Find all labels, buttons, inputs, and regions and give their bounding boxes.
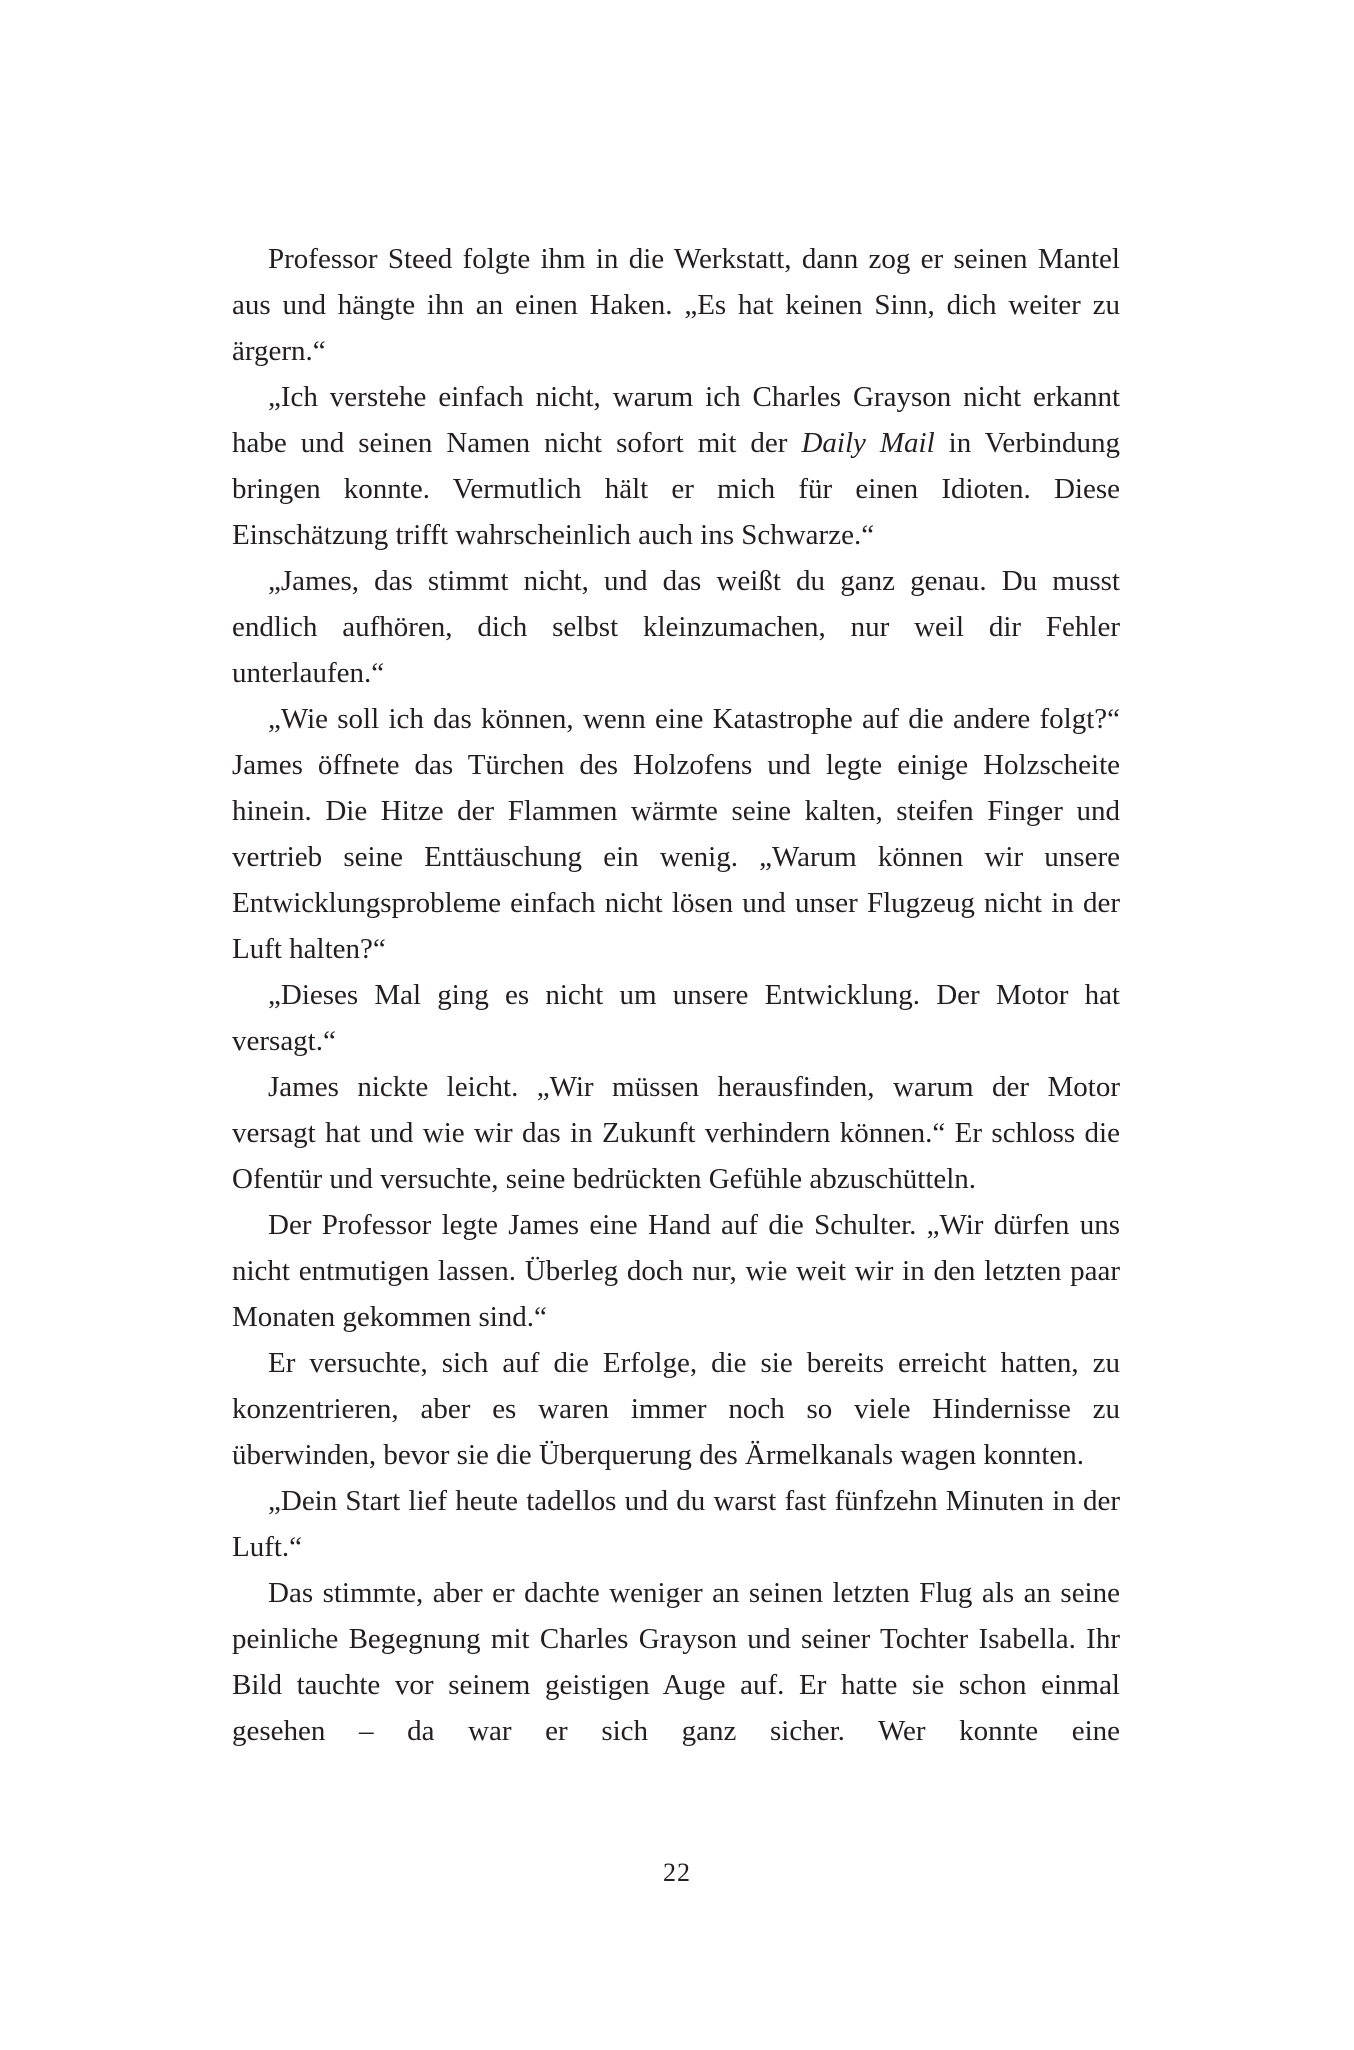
page-number: 22 xyxy=(663,1858,691,1887)
newspaper-title: Daily Mail xyxy=(801,427,935,459)
paragraph-1: Professor Steed folgte ihm in die Werkstatt, dann zog er seinen Mantel aus und hängte ihn an einen Haken. „Es hat keinen Sinn, dich weiter zu ärgern.“ xyxy=(232,243,1120,367)
paragraph-5: „Dieses Mal ging es nicht um unsere Entwicklung. Der Motor hat versagt.“ xyxy=(232,979,1120,1057)
paragraph-3: „James, das stimmt nicht, und das weißt du ganz genau. Du musst endlich aufhören, dich selbst kleinzumachen, nur weil dir Fehler unterlaufen.“ xyxy=(232,565,1120,689)
paragraph-2-text-end: in Verbindung bringen konnte. Vermutlich hält er mich für einen Idioten. Diese Einschätzung trifft wahrscheinlich auch ins Schwarze.“ xyxy=(232,427,1120,551)
body-text xyxy=(232,236,1120,1754)
paragraph-6: James nickte leicht. „Wir müssen herausfinden, warum der Motor versagt hat und wie wir das in Zukunft verhindern können.“ Er schloss die Ofentür und versuchte, seine bedrückten Gefühle abzuschütteln. xyxy=(232,1071,1120,1195)
paragraph-10: Das stimmte, aber er dachte weniger an seinen letzten Flug als an seine peinliche Begegnung mit Charles Grayson und seiner Tochter Isabella. Ihr Bild tauchte vor seinem geistigen Auge auf. Er hatte sie schon einmal gesehen – da war er sich ganz sicher. Wer konnte eine xyxy=(232,1577,1120,1747)
paragraph-8: Er versuchte, sich auf die Erfolge, die sie bereits erreicht hatten, zu konzentrieren, aber es waren immer noch so viele Hindernisse zu überwinden, bevor sie die Überquerung des Ärmelkanals wagen konnten. xyxy=(232,1347,1120,1471)
paragraph-4: „Wie soll ich das können, wenn eine Katastrophe auf die andere folgt?“ James öffnete das Türchen des Holzofens und legte einige Holzscheite hinein. Die Hitze der Flammen wärmte seine kalten, steifen Finger und vertrieb seine Enttäuschung ein wenig. „Warum können wir unsere Entwicklungsprobleme einfach nicht lösen und unser Flugzeug nicht in der Luft halten?“ xyxy=(232,703,1120,965)
paragraph-7: Der Professor legte James eine Hand auf die Schulter. „Wir dürfen uns nicht entmutigen lassen. Überleg doch nur, wie weit wir in den letzten paar Monaten gekommen sind.“ xyxy=(232,1209,1120,1333)
paragraph-2-text-start: „Ich verstehe einfach nicht, warum ich Charles Grayson nicht erkannt habe und seinen Namen nicht sofort mit der xyxy=(232,381,1120,459)
paragraph-9: „Dein Start lief heute tadellos und du warst fast fünfzehn Minuten in der Luft.“ xyxy=(232,1485,1120,1563)
paragraph-2 xyxy=(232,374,1120,558)
